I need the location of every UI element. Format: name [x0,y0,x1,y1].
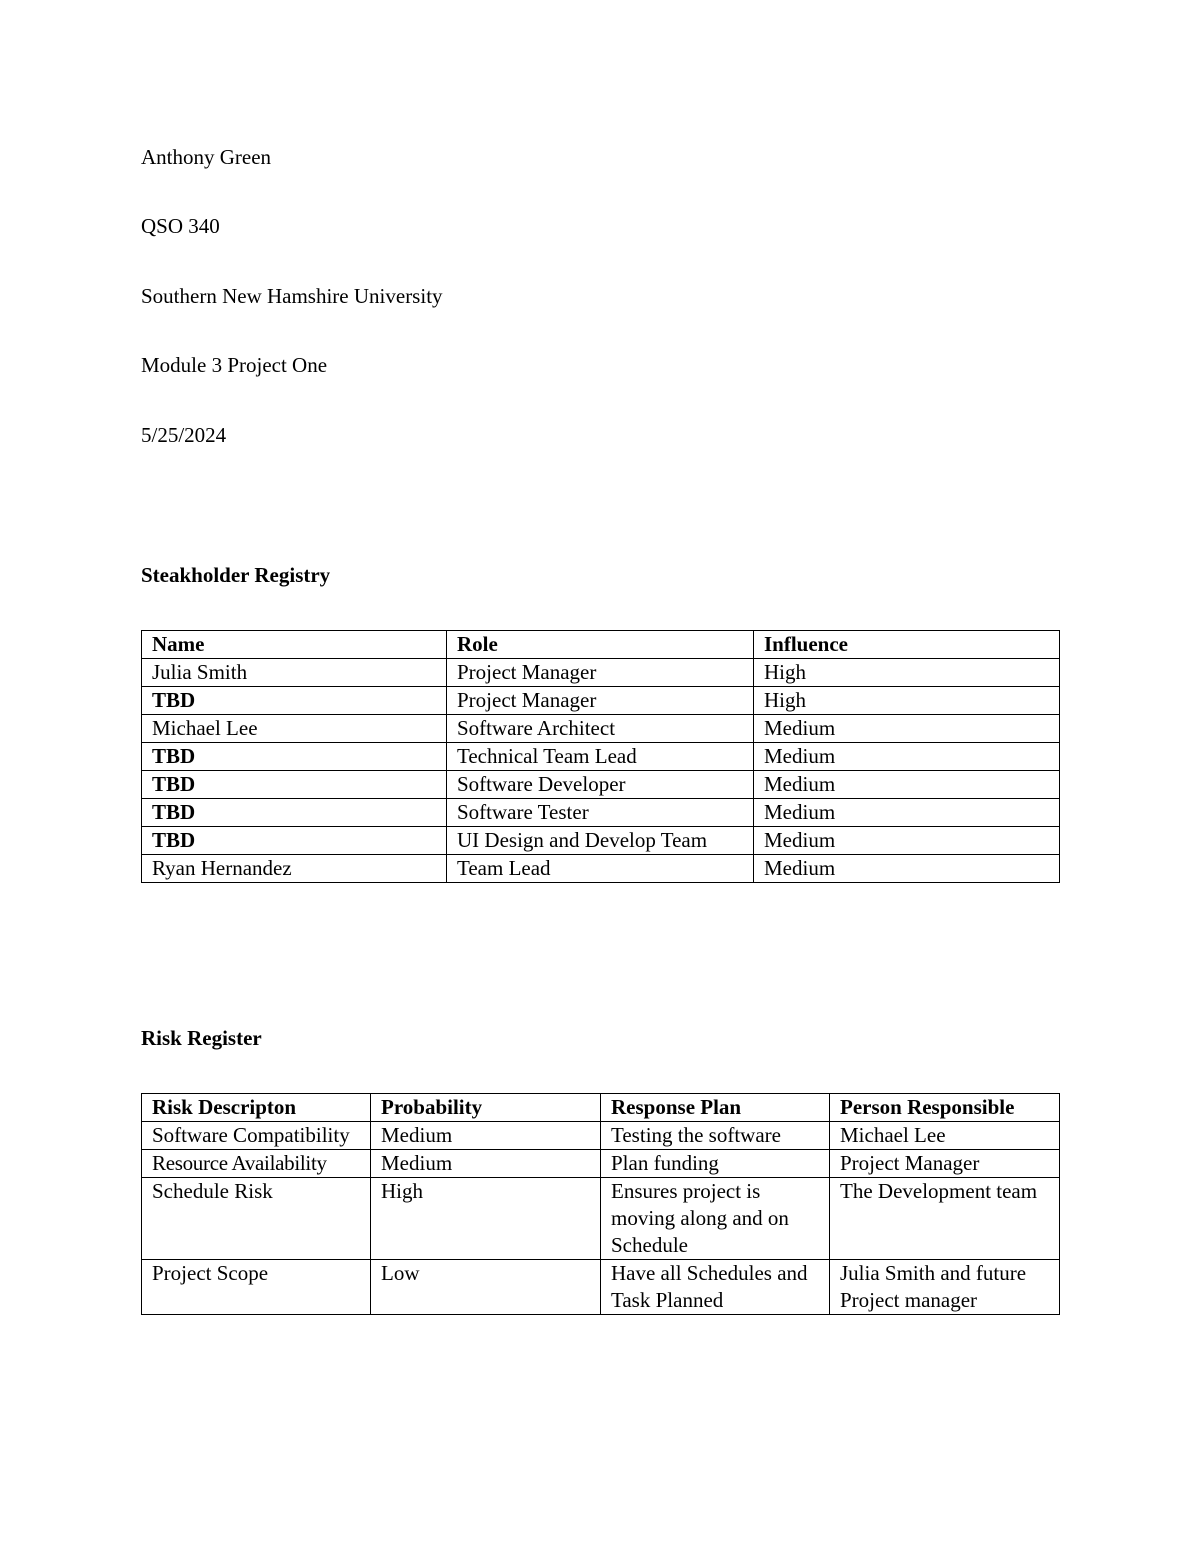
stakeholder-name: TBD [142,799,447,827]
assignment-title: Module 3 Project One [141,353,328,377]
table-row [142,659,1060,687]
risk-response-plan: Ensures project is moving along and on Schedule [601,1178,830,1260]
university-name: Southern New Hamshire University [141,284,443,308]
risk-description: Schedule Risk [142,1178,371,1260]
table-row [142,771,1060,799]
table-row [142,1150,1060,1178]
risk-description: Project Scope [142,1260,371,1315]
risk-response-plan: Testing the software [601,1122,830,1150]
column-header: Role [447,631,754,659]
stakeholder-name: TBD [142,771,447,799]
table-row [142,1260,1060,1315]
stakeholder-name: TBD [142,687,447,715]
stakeholder-name: TBD [142,827,447,855]
risk-probability: Medium [371,1150,601,1178]
table-row [142,1122,1060,1150]
risk-description: Resource Availability [142,1150,371,1178]
table-row [142,799,1060,827]
author-name: Anthony Green [141,145,272,169]
stakeholder-influence: Medium [754,771,1060,799]
stakeholder-name: Ryan Hernandez [142,855,447,883]
stakeholder-role: Technical Team Lead [447,743,754,771]
stakeholder-name: TBD [142,743,447,771]
column-header: Probability [371,1094,601,1122]
risk-response-plan: Plan funding [601,1150,830,1178]
table-row [142,715,1060,743]
stakeholder-name: Julia Smith [142,659,447,687]
table-row [142,855,1060,883]
stakeholder-role: Team Lead [447,855,754,883]
column-header: Name [142,631,447,659]
stakeholder-role: Project Manager [447,687,754,715]
risk-person-responsible: Michael Lee [830,1122,1060,1150]
document-date: 5/25/2024 [141,423,227,447]
risk-person-responsible: Project Manager [830,1150,1060,1178]
stakeholder-role: Software Tester [447,799,754,827]
table-row [142,743,1060,771]
risk-response-plan: Have all Schedules and Task Planned [601,1260,830,1315]
risk-person-responsible: The Development team [830,1178,1060,1260]
risk-register-title: Risk Register [141,1026,262,1050]
table-row [142,827,1060,855]
column-header: Response Plan [601,1094,830,1122]
stakeholder-influence: High [754,687,1060,715]
risk-probability: High [371,1178,601,1260]
risk-person-responsible: Julia Smith and future Project manager [830,1260,1060,1315]
stakeholder-role: UI Design and Develop Team [447,827,754,855]
stakeholder-name: Michael Lee [142,715,447,743]
stakeholder-role: Software Developer [447,771,754,799]
table-row [142,687,1060,715]
stakeholder-influence: Medium [754,715,1060,743]
stakeholder-header-row [142,631,1060,659]
risk-header-row [142,1094,1060,1122]
stakeholder-influence: Medium [754,743,1060,771]
table-row [142,1178,1060,1260]
column-header: Influence [754,631,1060,659]
column-header: Risk Descripton [142,1094,371,1122]
stakeholder-influence: Medium [754,799,1060,827]
risk-probability: Medium [371,1122,601,1150]
stakeholder-influence: Medium [754,827,1060,855]
stakeholder-registry-title: Steakholder Registry [141,563,331,587]
risk-probability: Low [371,1260,601,1315]
risk-table [141,1093,1060,1315]
stakeholder-influence: High [754,659,1060,687]
column-header: Person Responsible [830,1094,1060,1122]
stakeholder-role: Software Architect [447,715,754,743]
stakeholder-influence: Medium [754,855,1060,883]
stakeholder-table [141,630,1060,883]
stakeholder-role: Project Manager [447,659,754,687]
course-code: QSO 340 [141,214,220,238]
risk-description: Software Compatibility [142,1122,371,1150]
